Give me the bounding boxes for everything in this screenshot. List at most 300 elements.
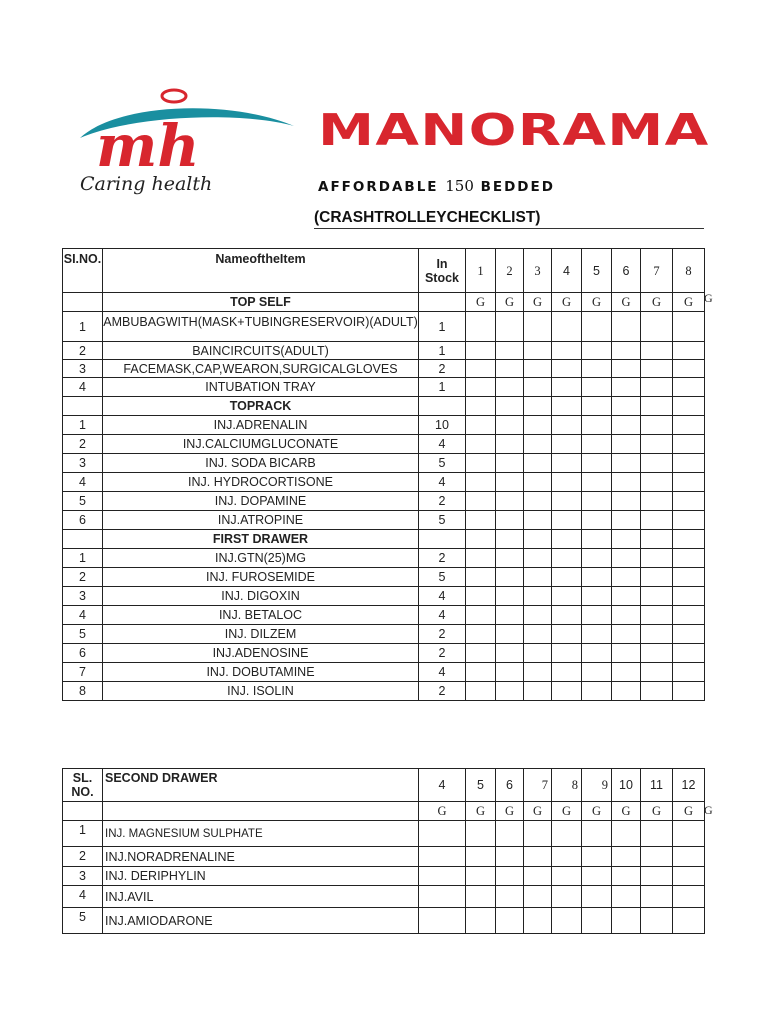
item-row xyxy=(63,360,705,378)
check-cell[interactable] xyxy=(612,492,641,511)
check-cell[interactable] xyxy=(496,492,524,511)
check-cell[interactable] xyxy=(582,435,612,454)
check-cell xyxy=(552,397,582,416)
check-cell xyxy=(496,397,524,416)
check-cell[interactable] xyxy=(582,847,612,867)
check-cell[interactable] xyxy=(641,908,673,934)
col-header-item: NameoftheItem xyxy=(103,249,419,293)
check-cell[interactable] xyxy=(419,908,466,934)
check-cell[interactable] xyxy=(552,416,582,435)
item-name: INJ.ADRENALIN xyxy=(103,416,419,435)
check-cell[interactable] xyxy=(552,908,582,934)
check-cell[interactable] xyxy=(641,625,673,644)
check-cell[interactable] xyxy=(524,886,552,908)
check-cell[interactable] xyxy=(419,886,466,908)
check-cell[interactable] xyxy=(612,908,641,934)
col-header-day: 5 xyxy=(466,769,496,802)
check-cell[interactable] xyxy=(582,454,612,473)
check-cell[interactable] xyxy=(641,473,673,492)
check-cell[interactable] xyxy=(552,886,582,908)
check-cell[interactable] xyxy=(582,606,612,625)
item-row xyxy=(63,908,705,934)
check-cell[interactable] xyxy=(466,644,496,663)
check-cell[interactable] xyxy=(419,867,466,886)
item-sno: 7 xyxy=(63,663,103,682)
check-cell[interactable] xyxy=(582,644,612,663)
item-row xyxy=(63,342,705,360)
check-cell[interactable] xyxy=(496,378,524,397)
check-cell[interactable] xyxy=(466,908,496,934)
g-mark-row xyxy=(63,802,705,821)
check-cell[interactable] xyxy=(612,312,641,342)
item-name: INJ. BETALOC xyxy=(103,606,419,625)
check-cell[interactable] xyxy=(641,847,673,867)
check-cell[interactable] xyxy=(612,568,641,587)
check-cell[interactable] xyxy=(524,342,552,360)
check-cell[interactable] xyxy=(673,587,705,606)
item-name: INJ. DILZEM xyxy=(103,625,419,644)
check-cell[interactable] xyxy=(552,312,582,342)
item-stock: 5 xyxy=(419,454,466,473)
check-cell[interactable] xyxy=(641,663,673,682)
item-sno: 2 xyxy=(63,568,103,587)
check-cell[interactable] xyxy=(496,867,524,886)
check-cell[interactable] xyxy=(641,568,673,587)
check-cell[interactable] xyxy=(612,606,641,625)
check-cell[interactable] xyxy=(524,644,552,663)
check-cell[interactable] xyxy=(466,511,496,530)
item-row xyxy=(63,644,705,663)
check-cell[interactable] xyxy=(552,663,582,682)
check-cell[interactable] xyxy=(466,625,496,644)
check-cell[interactable] xyxy=(552,492,582,511)
check-cell[interactable] xyxy=(612,663,641,682)
check-cell[interactable] xyxy=(466,416,496,435)
check-cell[interactable] xyxy=(612,847,641,867)
check-cell[interactable] xyxy=(582,492,612,511)
item-sno: 6 xyxy=(63,511,103,530)
check-cell[interactable] xyxy=(524,587,552,606)
check-cell[interactable] xyxy=(466,360,496,378)
item-sno: 1 xyxy=(63,821,103,847)
item-sno: 6 xyxy=(63,644,103,663)
check-cell[interactable] xyxy=(496,549,524,568)
check-cell[interactable] xyxy=(496,644,524,663)
check-cell[interactable] xyxy=(496,663,524,682)
check-cell[interactable] xyxy=(466,342,496,360)
check-cell[interactable] xyxy=(612,378,641,397)
tagline-right: BEDDED xyxy=(480,179,555,195)
g-mark-cell: G xyxy=(419,802,466,821)
check-cell[interactable] xyxy=(552,511,582,530)
item-row xyxy=(63,416,705,435)
check-cell[interactable] xyxy=(496,886,524,908)
check-cell[interactable] xyxy=(524,908,552,934)
brand-name: MANORAMA xyxy=(318,108,710,154)
check-cell[interactable] xyxy=(552,342,582,360)
checklist-table-second-drawer xyxy=(62,768,705,934)
check-cell[interactable] xyxy=(582,511,612,530)
g-mark-cell: G xyxy=(466,293,496,312)
g-mark-cell: G xyxy=(612,802,641,821)
check-cell[interactable] xyxy=(466,312,496,342)
check-cell xyxy=(612,530,641,549)
check-cell[interactable] xyxy=(673,435,705,454)
check-cell[interactable] xyxy=(612,360,641,378)
item-row xyxy=(63,886,705,908)
check-cell[interactable] xyxy=(641,867,673,886)
check-cell[interactable] xyxy=(582,908,612,934)
item-row xyxy=(63,606,705,625)
check-cell[interactable] xyxy=(673,682,705,701)
check-cell[interactable] xyxy=(524,682,552,701)
check-cell[interactable] xyxy=(641,492,673,511)
g-mark-cell: G xyxy=(524,293,552,312)
check-cell[interactable] xyxy=(496,435,524,454)
item-row xyxy=(63,625,705,644)
check-cell[interactable] xyxy=(496,587,524,606)
check-cell[interactable] xyxy=(524,663,552,682)
check-cell[interactable] xyxy=(612,435,641,454)
check-cell[interactable] xyxy=(466,847,496,867)
item-sno: 3 xyxy=(63,360,103,378)
item-name: INJ.AVIL xyxy=(103,886,419,908)
check-cell[interactable] xyxy=(524,492,552,511)
check-cell[interactable] xyxy=(496,625,524,644)
check-cell[interactable] xyxy=(673,342,705,360)
check-cell[interactable] xyxy=(582,312,612,342)
check-cell[interactable] xyxy=(612,625,641,644)
check-cell xyxy=(552,530,582,549)
col-header-day: 12 xyxy=(673,769,705,802)
check-cell[interactable] xyxy=(552,454,582,473)
item-stock: 4 xyxy=(419,663,466,682)
check-cell[interactable] xyxy=(673,847,705,867)
check-cell[interactable] xyxy=(673,378,705,397)
item-stock: 4 xyxy=(419,587,466,606)
item-stock: 2 xyxy=(419,360,466,378)
empty-cell xyxy=(419,397,466,416)
item-sno: 1 xyxy=(63,549,103,568)
check-cell[interactable] xyxy=(612,587,641,606)
check-cell[interactable] xyxy=(524,360,552,378)
item-sno: 3 xyxy=(63,587,103,606)
item-name: INJ.ADENOSINE xyxy=(103,644,419,663)
check-cell xyxy=(582,397,612,416)
check-cell[interactable] xyxy=(582,549,612,568)
item-sno: 2 xyxy=(63,342,103,360)
check-cell[interactable] xyxy=(612,886,641,908)
check-cell xyxy=(524,397,552,416)
stock-header-line2: Stock xyxy=(424,270,460,285)
item-name: INJ. SODA BICARB xyxy=(103,454,419,473)
check-cell[interactable] xyxy=(582,416,612,435)
check-cell[interactable] xyxy=(496,908,524,934)
check-cell[interactable] xyxy=(673,549,705,568)
check-cell[interactable] xyxy=(641,378,673,397)
item-row xyxy=(63,435,705,454)
header-row xyxy=(63,249,705,293)
check-cell xyxy=(466,397,496,416)
section-row xyxy=(63,293,705,312)
check-cell[interactable] xyxy=(673,568,705,587)
check-cell[interactable] xyxy=(419,821,466,847)
check-cell[interactable] xyxy=(582,378,612,397)
check-cell[interactable] xyxy=(552,568,582,587)
check-cell[interactable] xyxy=(582,342,612,360)
check-cell[interactable] xyxy=(496,606,524,625)
check-cell[interactable] xyxy=(641,511,673,530)
item-row xyxy=(63,454,705,473)
check-cell[interactable] xyxy=(496,416,524,435)
check-cell xyxy=(673,530,705,549)
item-name: INJ. DOPAMINE xyxy=(103,492,419,511)
item-stock: 10 xyxy=(419,416,466,435)
item-stock: 2 xyxy=(419,644,466,663)
g-mark-cell: G xyxy=(552,293,582,312)
g-mark-cell: G xyxy=(496,293,524,312)
check-cell[interactable] xyxy=(641,549,673,568)
col-header-day: 10 xyxy=(612,769,641,802)
check-cell xyxy=(524,530,552,549)
check-cell[interactable] xyxy=(466,435,496,454)
check-cell[interactable] xyxy=(641,587,673,606)
col-header-day: 7 xyxy=(524,769,552,802)
g-mark-cell: G xyxy=(641,293,673,312)
item-sno: 5 xyxy=(63,625,103,644)
check-cell[interactable] xyxy=(673,511,705,530)
check-cell[interactable] xyxy=(612,416,641,435)
col-header-stock xyxy=(419,249,466,293)
check-cell[interactable] xyxy=(496,847,524,867)
check-cell[interactable] xyxy=(641,416,673,435)
check-cell[interactable] xyxy=(496,511,524,530)
check-cell[interactable] xyxy=(673,867,705,886)
check-cell[interactable] xyxy=(641,644,673,663)
empty-cell xyxy=(103,802,419,821)
item-stock: 1 xyxy=(419,342,466,360)
check-cell[interactable] xyxy=(673,360,705,378)
check-cell[interactable] xyxy=(673,821,705,847)
check-cell[interactable] xyxy=(496,568,524,587)
check-cell[interactable] xyxy=(641,454,673,473)
check-cell[interactable] xyxy=(496,473,524,492)
check-cell xyxy=(673,397,705,416)
check-cell[interactable] xyxy=(552,549,582,568)
check-cell[interactable] xyxy=(524,378,552,397)
g-mark-cell: G xyxy=(641,802,673,821)
check-cell[interactable] xyxy=(582,663,612,682)
col-header-day: 6 xyxy=(496,769,524,802)
item-name: INJ. DERIPHYLIN xyxy=(103,867,419,886)
extra-g-mark: G xyxy=(704,291,713,305)
check-cell[interactable] xyxy=(524,568,552,587)
check-cell[interactable] xyxy=(524,847,552,867)
check-cell[interactable] xyxy=(612,682,641,701)
check-cell[interactable] xyxy=(673,454,705,473)
item-name: AMBUBAGWITH(MASK+TUBINGRESERVOIR)(ADULT) xyxy=(103,312,419,342)
checklist-table-main xyxy=(62,248,705,701)
check-cell[interactable] xyxy=(612,454,641,473)
check-cell[interactable] xyxy=(524,312,552,342)
check-cell[interactable] xyxy=(496,360,524,378)
check-cell[interactable] xyxy=(524,416,552,435)
check-cell[interactable] xyxy=(466,473,496,492)
check-cell[interactable] xyxy=(552,867,582,886)
check-cell[interactable] xyxy=(582,360,612,378)
item-sno: 5 xyxy=(63,908,103,934)
item-stock: 2 xyxy=(419,492,466,511)
check-cell[interactable] xyxy=(524,454,552,473)
check-cell[interactable] xyxy=(466,663,496,682)
check-cell[interactable] xyxy=(524,435,552,454)
check-cell[interactable] xyxy=(641,435,673,454)
check-cell[interactable] xyxy=(552,847,582,867)
check-cell[interactable] xyxy=(552,821,582,847)
item-sno: 5 xyxy=(63,492,103,511)
col-header-sno xyxy=(63,769,103,802)
check-cell[interactable] xyxy=(612,821,641,847)
g-mark-cell: G xyxy=(582,802,612,821)
check-cell[interactable] xyxy=(612,342,641,360)
check-cell xyxy=(466,530,496,549)
check-cell[interactable] xyxy=(641,606,673,625)
check-cell[interactable] xyxy=(524,625,552,644)
check-cell[interactable] xyxy=(641,312,673,342)
check-cell[interactable] xyxy=(466,886,496,908)
check-cell[interactable] xyxy=(582,473,612,492)
check-cell[interactable] xyxy=(673,663,705,682)
check-cell[interactable] xyxy=(673,908,705,934)
check-cell[interactable] xyxy=(582,886,612,908)
check-cell[interactable] xyxy=(552,473,582,492)
check-cell[interactable] xyxy=(673,312,705,342)
check-cell[interactable] xyxy=(524,867,552,886)
check-cell[interactable] xyxy=(552,360,582,378)
check-cell[interactable] xyxy=(466,682,496,701)
item-row xyxy=(63,511,705,530)
check-cell[interactable] xyxy=(524,549,552,568)
check-cell[interactable] xyxy=(673,416,705,435)
tagline-left: AFFORDABLE xyxy=(318,179,439,195)
item-name: INJ. DOBUTAMINE xyxy=(103,663,419,682)
item-row xyxy=(63,473,705,492)
item-row xyxy=(63,682,705,701)
item-stock: 5 xyxy=(419,568,466,587)
check-cell[interactable] xyxy=(466,568,496,587)
g-mark-cell: G xyxy=(673,293,705,312)
check-cell[interactable] xyxy=(496,682,524,701)
item-name: INJ.AMIODARONE xyxy=(103,908,419,934)
check-cell[interactable] xyxy=(673,625,705,644)
check-cell[interactable] xyxy=(641,342,673,360)
check-cell[interactable] xyxy=(673,473,705,492)
check-cell[interactable] xyxy=(466,606,496,625)
check-cell[interactable] xyxy=(673,492,705,511)
check-cell[interactable] xyxy=(552,587,582,606)
check-cell[interactable] xyxy=(466,378,496,397)
check-cell[interactable] xyxy=(582,682,612,701)
check-cell[interactable] xyxy=(524,606,552,625)
check-cell[interactable] xyxy=(612,644,641,663)
section-title: TOPRACK xyxy=(103,397,419,416)
item-sno: 3 xyxy=(63,454,103,473)
check-cell[interactable] xyxy=(524,473,552,492)
item-sno: 8 xyxy=(63,682,103,701)
check-cell[interactable] xyxy=(552,606,582,625)
item-row xyxy=(63,568,705,587)
check-cell[interactable] xyxy=(582,625,612,644)
section-title: TOP SELF xyxy=(103,293,419,312)
check-cell[interactable] xyxy=(641,886,673,908)
check-cell[interactable] xyxy=(673,606,705,625)
logo-letters: mh xyxy=(96,112,200,180)
item-row xyxy=(63,587,705,606)
check-cell[interactable] xyxy=(641,821,673,847)
section-row xyxy=(63,397,705,416)
header-row xyxy=(63,769,705,802)
check-cell[interactable] xyxy=(524,821,552,847)
check-cell[interactable] xyxy=(552,378,582,397)
check-cell[interactable] xyxy=(552,682,582,701)
check-cell[interactable] xyxy=(466,867,496,886)
check-cell[interactable] xyxy=(496,454,524,473)
check-cell[interactable] xyxy=(582,568,612,587)
check-cell[interactable] xyxy=(641,360,673,378)
check-cell[interactable] xyxy=(552,435,582,454)
item-stock: 1 xyxy=(419,312,466,342)
check-cell[interactable] xyxy=(466,549,496,568)
col-header-day: 11 xyxy=(641,769,673,802)
g-mark-cell: G xyxy=(552,802,582,821)
col-header-day: 3 xyxy=(524,249,552,293)
check-cell[interactable] xyxy=(496,312,524,342)
check-cell[interactable] xyxy=(673,886,705,908)
check-cell[interactable] xyxy=(496,342,524,360)
check-cell[interactable] xyxy=(524,511,552,530)
check-cell[interactable] xyxy=(552,625,582,644)
brand-tagline xyxy=(318,176,704,196)
section-row xyxy=(63,530,705,549)
check-cell[interactable] xyxy=(612,511,641,530)
check-cell xyxy=(612,397,641,416)
check-cell[interactable] xyxy=(612,549,641,568)
check-cell[interactable] xyxy=(496,821,524,847)
check-cell[interactable] xyxy=(466,454,496,473)
empty-cell xyxy=(63,397,103,416)
check-cell[interactable] xyxy=(673,644,705,663)
item-stock: 5 xyxy=(419,511,466,530)
check-cell[interactable] xyxy=(582,821,612,847)
item-row xyxy=(63,549,705,568)
check-cell xyxy=(496,530,524,549)
item-sno: 4 xyxy=(63,473,103,492)
check-cell[interactable] xyxy=(612,473,641,492)
check-cell[interactable] xyxy=(641,682,673,701)
check-cell[interactable] xyxy=(466,492,496,511)
check-cell[interactable] xyxy=(466,821,496,847)
check-cell[interactable] xyxy=(419,847,466,867)
check-cell[interactable] xyxy=(582,587,612,606)
g-mark-cell: G xyxy=(673,802,705,821)
check-cell[interactable] xyxy=(466,587,496,606)
check-cell[interactable] xyxy=(612,867,641,886)
check-cell[interactable] xyxy=(552,644,582,663)
check-cell[interactable] xyxy=(582,867,612,886)
sno-header-line2: NO. xyxy=(71,785,94,799)
logo-tagline: Caring health xyxy=(80,173,213,195)
item-row xyxy=(63,821,705,847)
